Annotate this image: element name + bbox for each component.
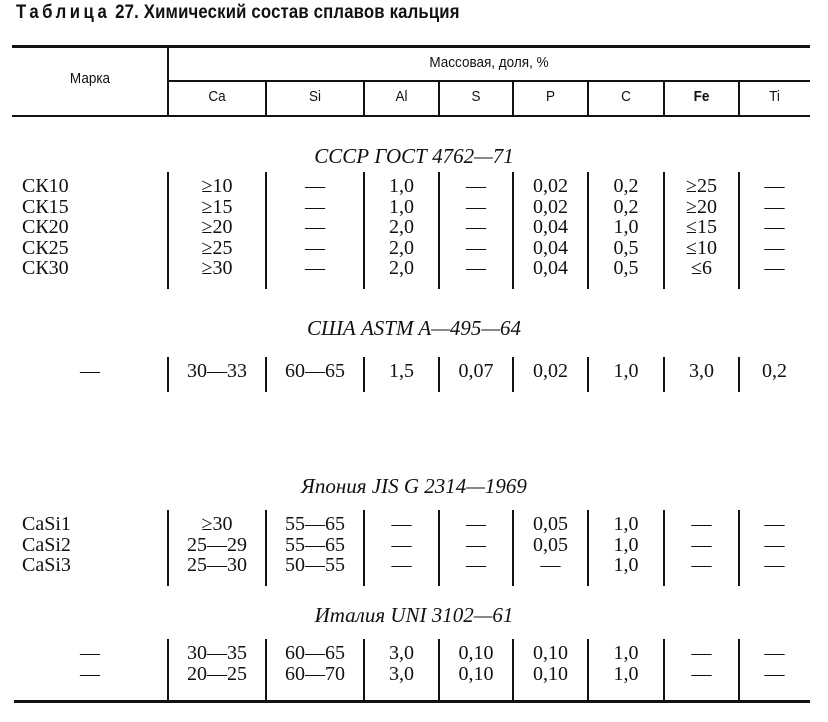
cell-al: 3,0 (389, 642, 414, 664)
cell-al: 1,0 (389, 175, 414, 197)
cell-fe: ≥25 (686, 175, 717, 197)
cell-s: 0,10 (458, 642, 494, 664)
cell-ti: — (764, 533, 785, 556)
row-grade: CaSi2 (22, 533, 71, 556)
row-grade: СК25 (22, 236, 69, 259)
table-title (16, 2, 460, 24)
row-grade: CaSi3 (22, 554, 71, 576)
cell-al: 2,0 (389, 257, 414, 279)
cell-c: 1,0 (613, 513, 639, 535)
header-column-si: Si (308, 88, 322, 105)
cell-s: — (466, 554, 486, 576)
cell-ti: — (764, 554, 785, 576)
cell-ca: ≥25 (201, 236, 233, 259)
cell-ca: 30—33 (187, 360, 247, 382)
section-title: США ASTM A—495—64 (306, 316, 522, 340)
cell-c: 0,5 (613, 257, 639, 279)
row-grade: СК30 (22, 257, 69, 279)
header-column-s: S (471, 88, 481, 105)
cell-c: 1,0 (613, 662, 639, 685)
cell-ca: ≥15 (201, 195, 233, 218)
cell-ti: — (764, 662, 785, 685)
cell-ca: 20—25 (187, 662, 247, 685)
row-grade: СК10 (22, 175, 69, 197)
cell-ti: — (764, 195, 785, 218)
cell-si: 60—65 (285, 642, 345, 664)
header-group: Массовая, доля, % (429, 54, 549, 71)
cell-al: — (391, 554, 412, 576)
header-column-al: Al (395, 88, 408, 105)
cell-al: 1,5 (389, 360, 414, 382)
cell-si: 60—65 (285, 360, 345, 382)
cell-si: 60—70 (285, 662, 345, 685)
cell-si: 55—65 (285, 513, 345, 535)
cell-p: 0,02 (533, 175, 568, 197)
cell-al: 3,0 (389, 662, 414, 685)
row-grade: CaSi1 (22, 513, 71, 535)
section-title: Италия UNI 3102—61 (314, 603, 514, 627)
cell-si: 55—65 (285, 533, 345, 556)
cell-p: 0,04 (533, 216, 568, 238)
cell-s: — (466, 533, 486, 556)
header-column-divider (738, 82, 740, 115)
cell-s: — (466, 195, 486, 218)
cell-fe: — (691, 513, 712, 535)
cell-p: 0,05 (533, 513, 568, 535)
cell-fe: — (691, 662, 712, 685)
cell-ti: — (764, 175, 785, 197)
header-grade-divider (167, 48, 169, 115)
cell-c: 0,2 (613, 175, 639, 197)
cell-ti: 0,2 (762, 360, 787, 382)
cell-fe: ≤6 (691, 257, 712, 279)
cell-p: 0,02 (533, 360, 568, 382)
row-grade: — (80, 662, 100, 685)
cell-fe: — (691, 533, 712, 556)
header-column-divider (512, 82, 514, 115)
header-column-divider (363, 82, 365, 115)
cell-c: 0,5 (613, 236, 639, 259)
cell-p: 0,10 (533, 662, 568, 685)
cell-si: — (305, 175, 325, 197)
cell-ca: ≥30 (201, 257, 233, 279)
cell-s: — (466, 236, 486, 259)
cell-al: 2,0 (389, 236, 414, 259)
cell-ca: 30—35 (187, 642, 247, 664)
header-column-divider (587, 82, 589, 115)
cell-s: 0,07 (458, 360, 494, 382)
cell-c: 0,2 (613, 195, 639, 218)
row-grade: — (80, 360, 100, 382)
cell-si: — (305, 257, 325, 279)
header-column-divider (663, 82, 665, 115)
cell-p: 0,02 (533, 195, 568, 218)
cell-p: — (540, 554, 561, 576)
cell-ca: ≥30 (201, 513, 233, 535)
cell-al: — (391, 513, 412, 535)
row-grade: — (80, 642, 100, 664)
header-column-c: C (621, 88, 631, 105)
cell-c: 1,0 (613, 216, 639, 238)
cell-ti: — (764, 513, 785, 535)
row-grade: СК15 (22, 195, 69, 218)
cell-p: 0,04 (533, 236, 568, 259)
cell-ti: — (764, 236, 785, 259)
cell-c: 1,0 (613, 642, 639, 664)
header-grade: Марка (69, 70, 111, 87)
header-column-divider (438, 82, 440, 115)
cell-fe: — (691, 642, 712, 664)
table-title-prefix: Таблица (16, 2, 111, 23)
top-rule (12, 45, 810, 48)
cell-fe: — (691, 554, 712, 576)
header-column-p: P (545, 88, 555, 105)
cell-p: 0,04 (533, 257, 568, 279)
cell-c: 1,0 (613, 554, 639, 576)
header-column-fe: Fe (693, 88, 710, 105)
cell-s: — (466, 513, 486, 535)
cell-ca: 25—30 (187, 554, 247, 576)
cell-si: 50—55 (285, 554, 345, 576)
header-column-ti: Ti (769, 88, 780, 105)
cell-ca: ≥20 (201, 216, 233, 238)
cell-c: 1,0 (613, 533, 639, 556)
cell-fe: ≥20 (686, 195, 717, 218)
cell-ca: 25—29 (187, 533, 247, 556)
cell-s: 0,10 (458, 662, 494, 685)
cell-si: — (305, 236, 325, 259)
section-title: СССР ГОСТ 4762—71 (314, 144, 514, 168)
row-grade: СК20 (22, 216, 69, 238)
section-title: Япония JIS G 2314—1969 (301, 474, 527, 498)
cell-ca: ≥10 (201, 175, 233, 197)
cell-s: — (466, 216, 486, 238)
cell-ti: — (764, 642, 785, 664)
cell-fe: ≤10 (686, 236, 717, 259)
header-bottom-rule (12, 115, 810, 117)
cell-al: 2,0 (389, 216, 414, 238)
cell-ti: — (764, 216, 785, 238)
header-column-divider (265, 82, 267, 115)
cell-al: 1,0 (389, 195, 414, 218)
cell-si: — (305, 195, 325, 218)
table-title-text: 27. Химический состав сплавов кальция (115, 2, 460, 23)
cell-si: — (305, 216, 325, 238)
cell-p: 0,05 (533, 533, 568, 556)
cell-s: — (466, 257, 486, 279)
cell-p: 0,10 (533, 642, 568, 664)
cell-fe: ≤15 (686, 216, 717, 238)
cell-fe: 3,0 (689, 360, 714, 382)
bottom-rule (14, 700, 810, 703)
cell-ti: — (764, 257, 785, 279)
cell-c: 1,0 (613, 360, 639, 382)
header-column-ca: Ca (208, 88, 226, 105)
cell-s: — (466, 175, 486, 197)
cell-al: — (391, 533, 412, 556)
